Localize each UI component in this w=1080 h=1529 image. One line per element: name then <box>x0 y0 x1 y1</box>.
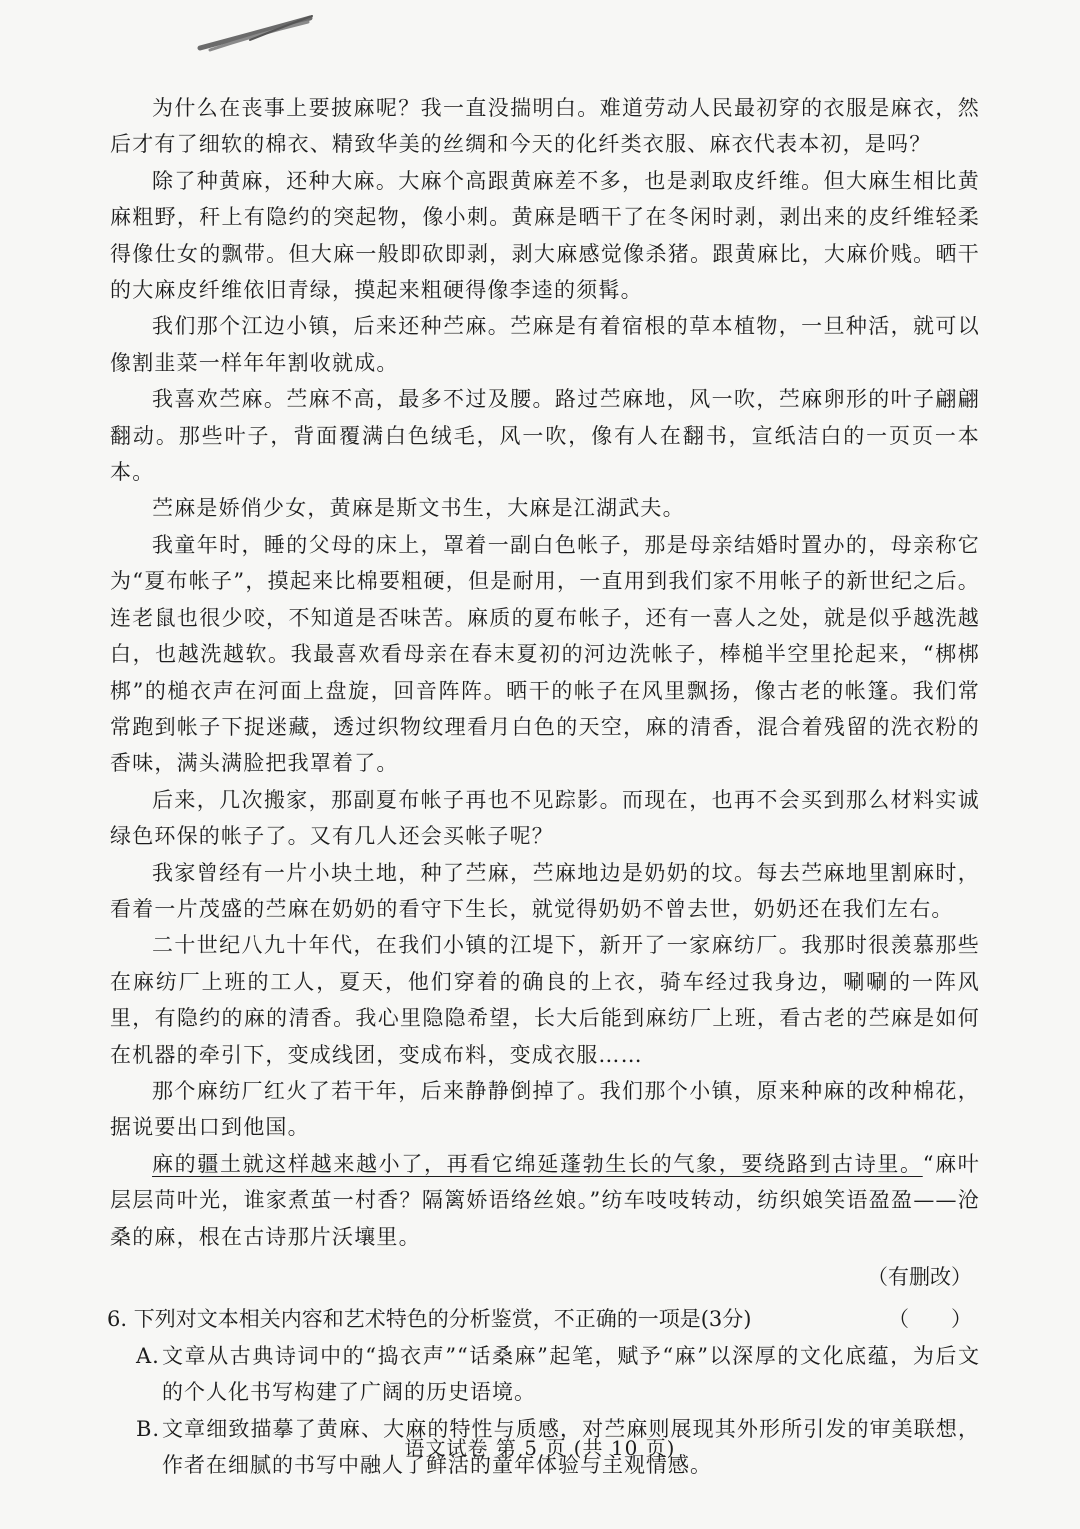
paragraph: 为什么在丧事上要披麻呢？我一直没揣明白。难道劳动人民最初穿的衣服是麻衣，然后才有了细软的棉衣、精致华美的丝绸和今天的化纤类衣服、麻衣代表本初，是吗？ <box>110 96 980 157</box>
underlined-sentence: 麻的疆土就这样越来越小了，再看它绵延蓬勃生长的气象，要绕路到古诗里。 <box>152 1151 923 1176</box>
poem-quote-text: “麻叶层层苘叶光，谁家煮茧一村香？隔篱娇语络丝娘。”纺车吱吱转动，纺织娘笑语盈盈——沧桑的麻，根在古诗那片沃壤里。 <box>110 1151 981 1249</box>
paragraph: 我们那个江边小镇，后来还种苎麻。苎麻是有着宿根的草本植物，一旦种活，就可以像割韭菜一样年年割收就成。 <box>110 314 980 375</box>
answer-blank[interactable]: （ ） <box>888 1307 972 1332</box>
paragraph: 除了种黄麻，还种大麻。大麻个高跟黄麻差不多，也是剥取皮纤维。但大麻生相比黄麻粗野，秆上有隐约的突起物，像小刺。黄麻是晒干了在冬闲时剥，剥出来的皮纤维轻柔得像仕女的飘带。但大麻一般即砍即剥，剥大麻感觉像杀猪。跟黄麻比，大麻价贱。晒干的大麻皮纤维依旧青绿，摸起来粗硬得像李逵的须髯。 <box>110 168 980 303</box>
question-stem: 6. 下列对文本相关内容和艺术特色的分析鉴赏，不正确的一项是(3分) <box>107 1307 752 1332</box>
page-footer: 语文试卷 第 5 页 (共 10 页) <box>404 1436 676 1460</box>
pen-scribble-mark <box>190 10 320 60</box>
paragraph: 我家曾经有一片小块土地，种了苎麻，苎麻地边是奶奶的坟。每去苎麻地里割麻时，看着一片茂盛的苎麻在奶奶的看守下生长，就觉得奶奶不曾去世，奶奶还在我们左右。 <box>110 860 980 921</box>
source-note: （有删改） <box>867 1265 972 1289</box>
paragraph: 苎麻是娇俏少女，黄麻是斯文书生，大麻是江湖武夫。 <box>152 496 685 521</box>
question-6 <box>107 1301 980 1337</box>
exam-page-body <box>107 90 981 1483</box>
option-letter: B. <box>136 1416 161 1441</box>
option-text: 文章从古典诗词中的“捣衣声”“话桑麻”起笔，赋予“麻”以深厚的文化底蕴，为后文的个人化书写构建了广阔的历史语境。 <box>162 1343 980 1405</box>
option-letter: A. <box>136 1343 160 1368</box>
paragraph: 后来，几次搬家，那副夏布帐子再也不见踪影。而现在，也再不会买到那么材料实诚绿色环保的帐子了。又有几人还会买帐子呢？ <box>110 787 980 849</box>
final-paragraph <box>110 1146 980 1255</box>
paragraph: 二十世纪八九十年代，在我们小镇的江堤下，新开了一家麻纺厂。我那时很羡慕那些在麻纺厂上班的工人，夏天，他们穿着的确良的上衣，骑车经过我身边，唰唰的一阵风里，有隐约的麻的清香。我心里隐隐希望，长大后能到麻纺厂上班，看古老的苎麻是如何在机器的牵引下，变成线团，变成布料，变成衣服…… <box>110 933 980 1067</box>
paragraph: 那个麻纺厂红火了若干年，后来静静倒掉了。我们那个小镇，原来种麻的改种棉花，据说要出口到他国。 <box>110 1078 980 1140</box>
paragraph: 我童年时，睡的父母的床上，罩着一副白色帐子，那是母亲结婚时置办的，母亲称它为“夏布帐子”，摸起来比棉要粗硬，但是耐用，一直用到我们家不用帐子的新世纪之后。连老鼠也很少咬，不知道是否味苦。麻质的夏布帐子，还有一喜人之处，就是似乎越洗越白，也越洗越软。我最喜欢看母亲在春末夏初的河边洗帐子，棒槌半空里抡起来，“梆梆梆”的槌衣声在河面上盘旋，回音阵阵。晒干的帐子在风里飘扬，像古老的帐篷。我们常常跑到帐子下捉迷藏，透过织物纹理看月白色的天空，麻的清香，混合着残留的洗衣粉的香味，满头满脸把我罩着了。 <box>110 532 980 776</box>
option-a <box>136 1338 980 1411</box>
paragraph: 我喜欢苎麻。苎麻不高，最多不过及腰。路过苎麻地，风一吹，苎麻卵形的叶子翩翩翻动。那些叶子，背面覆满白色绒毛，风一吹，像有人在翻书，宣纸洁白的一页页一本本。 <box>110 387 980 485</box>
option-text: 文章细致描摹了黄麻、大麻的特性与质感，对苎麻则展现其外形所引发的审美联想，作者在细腻的书写中融人了鲜活的童年体验与主观情感。 <box>162 1416 980 1478</box>
